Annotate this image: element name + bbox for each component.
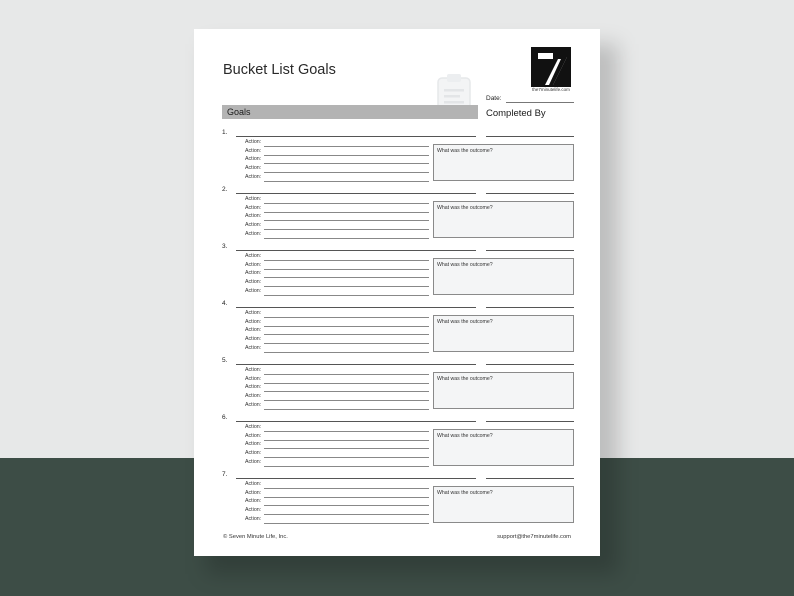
action-row[interactable] — [245, 367, 429, 376]
date-label: Date: — [486, 95, 502, 102]
action-label: Action: — [245, 230, 262, 237]
action-line — [264, 409, 429, 410]
goal-write-line[interactable] — [236, 193, 476, 194]
action-row[interactable] — [245, 345, 429, 354]
action-label: Action: — [245, 279, 262, 286]
goal-number: 5. — [222, 357, 228, 364]
action-list — [245, 310, 429, 353]
action-label: Action: — [245, 196, 262, 202]
outcome-box[interactable] — [433, 429, 574, 466]
action-line — [264, 466, 429, 467]
date-line — [506, 102, 574, 103]
outcome-label: What was the outcome? — [437, 262, 493, 268]
goal-entry — [220, 129, 576, 186]
action-row[interactable] — [245, 336, 429, 345]
goal-entry — [220, 300, 576, 357]
worksheet-page — [194, 29, 600, 556]
goal-entry — [220, 357, 576, 414]
action-row[interactable] — [245, 490, 429, 499]
action-label: Action: — [245, 481, 262, 487]
action-label: Action: — [245, 450, 262, 457]
completed-by-line[interactable] — [486, 421, 574, 422]
action-label: Action: — [245, 401, 262, 408]
goal-number: 4. — [222, 300, 228, 307]
action-list — [245, 367, 429, 410]
action-row[interactable] — [245, 196, 429, 205]
action-row[interactable] — [245, 459, 429, 468]
action-row[interactable] — [245, 402, 429, 411]
goal-entry — [220, 243, 576, 300]
completed-by-line[interactable] — [486, 250, 574, 251]
action-row[interactable] — [245, 433, 429, 442]
action-row[interactable] — [245, 222, 429, 231]
action-row[interactable] — [245, 384, 429, 393]
goal-number: 2. — [222, 186, 228, 193]
action-line — [264, 238, 429, 239]
action-label: Action: — [245, 458, 262, 465]
action-label: Action: — [245, 139, 262, 145]
action-label: Action: — [245, 318, 262, 325]
action-row[interactable] — [245, 498, 429, 507]
action-row[interactable] — [245, 327, 429, 336]
action-row[interactable] — [245, 231, 429, 240]
action-label: Action: — [245, 287, 262, 294]
footer-email: support@the7minutelife.com — [497, 534, 571, 540]
date-field[interactable] — [486, 93, 574, 105]
completed-by-line[interactable] — [486, 478, 574, 479]
outcome-box[interactable] — [433, 486, 574, 523]
outcome-box[interactable] — [433, 315, 574, 352]
action-label: Action: — [245, 393, 262, 400]
goal-number: 6. — [222, 414, 228, 421]
outcome-box[interactable] — [433, 258, 574, 295]
action-label: Action: — [245, 344, 262, 351]
action-label: Action: — [245, 489, 262, 496]
action-label: Action: — [245, 384, 262, 391]
goal-write-line[interactable] — [236, 250, 476, 251]
action-row[interactable] — [245, 213, 429, 222]
action-row[interactable] — [245, 270, 429, 279]
action-label: Action: — [245, 310, 262, 316]
outcome-label: What was the outcome? — [437, 205, 493, 211]
completed-by-line[interactable] — [486, 136, 574, 137]
action-label: Action: — [245, 165, 262, 172]
outcome-box[interactable] — [433, 372, 574, 409]
action-list — [245, 196, 429, 239]
action-row[interactable] — [245, 507, 429, 516]
goals-header-bar — [222, 105, 478, 119]
logo-url-text: the7minutelife.com — [532, 87, 570, 92]
action-line — [264, 523, 429, 524]
action-label: Action: — [245, 222, 262, 229]
completed-by-line[interactable] — [486, 307, 574, 308]
goal-write-line[interactable] — [236, 364, 476, 365]
outcome-label: What was the outcome? — [437, 148, 493, 154]
completed-by-line[interactable] — [486, 364, 574, 365]
action-line — [264, 295, 429, 296]
action-label: Action: — [245, 424, 262, 430]
goal-write-line[interactable] — [236, 421, 476, 422]
action-line — [264, 352, 429, 353]
action-row[interactable] — [245, 139, 429, 148]
action-label: Action: — [245, 147, 262, 154]
action-row[interactable] — [245, 450, 429, 459]
action-label: Action: — [245, 432, 262, 439]
action-list — [245, 424, 429, 467]
action-row[interactable] — [245, 310, 429, 319]
action-row[interactable] — [245, 288, 429, 297]
action-row[interactable] — [245, 165, 429, 174]
action-label: Action: — [245, 173, 262, 180]
action-row[interactable] — [245, 441, 429, 450]
action-label: Action: — [245, 261, 262, 268]
action-list — [245, 481, 429, 524]
action-label: Action: — [245, 270, 262, 277]
outcome-label: What was the outcome? — [437, 376, 493, 382]
action-row[interactable] — [245, 319, 429, 328]
outcome-box[interactable] — [433, 144, 574, 181]
goal-write-line[interactable] — [236, 478, 476, 479]
action-row[interactable] — [245, 148, 429, 157]
goal-number: 7. — [222, 471, 228, 478]
goal-number: 3. — [222, 243, 228, 250]
action-label: Action: — [245, 507, 262, 514]
completed-by-header: Completed By — [486, 108, 546, 119]
action-label: Action: — [245, 498, 262, 505]
goal-write-line[interactable] — [236, 136, 476, 137]
action-row[interactable] — [245, 253, 429, 262]
action-label: Action: — [245, 253, 262, 259]
action-line — [264, 181, 429, 182]
action-row[interactable] — [245, 516, 429, 525]
action-row[interactable] — [245, 481, 429, 490]
action-row[interactable] — [245, 376, 429, 385]
footer-copyright: © Seven Minute Life, Inc. — [223, 534, 288, 540]
action-row[interactable] — [245, 156, 429, 165]
action-label: Action: — [245, 441, 262, 448]
goal-write-line[interactable] — [236, 307, 476, 308]
action-row[interactable] — [245, 174, 429, 183]
action-list — [245, 253, 429, 296]
goal-number: 1. — [222, 129, 228, 136]
action-label: Action: — [245, 204, 262, 211]
completed-by-line[interactable] — [486, 193, 574, 194]
action-list — [245, 139, 429, 182]
action-row[interactable] — [245, 424, 429, 433]
action-row[interactable] — [245, 393, 429, 402]
action-row[interactable] — [245, 205, 429, 214]
action-label: Action: — [245, 327, 262, 334]
action-row[interactable] — [245, 262, 429, 271]
action-label: Action: — [245, 375, 262, 382]
page-title: Bucket List Goals — [223, 62, 336, 78]
action-label: Action: — [245, 156, 262, 163]
outcome-label: What was the outcome? — [437, 490, 493, 496]
goal-entry — [220, 186, 576, 243]
action-row[interactable] — [245, 279, 429, 288]
goal-entry — [220, 414, 576, 471]
outcome-label: What was the outcome? — [437, 433, 493, 439]
action-label: Action: — [245, 515, 262, 522]
action-label: Action: — [245, 367, 262, 373]
action-label: Action: — [245, 336, 262, 343]
goal-entry — [220, 471, 576, 528]
outcome-box[interactable] — [433, 201, 574, 238]
seven-logo-icon — [531, 47, 571, 87]
outcome-label: What was the outcome? — [437, 319, 493, 325]
goals-header-label: Goals — [227, 107, 251, 117]
action-label: Action: — [245, 213, 262, 220]
